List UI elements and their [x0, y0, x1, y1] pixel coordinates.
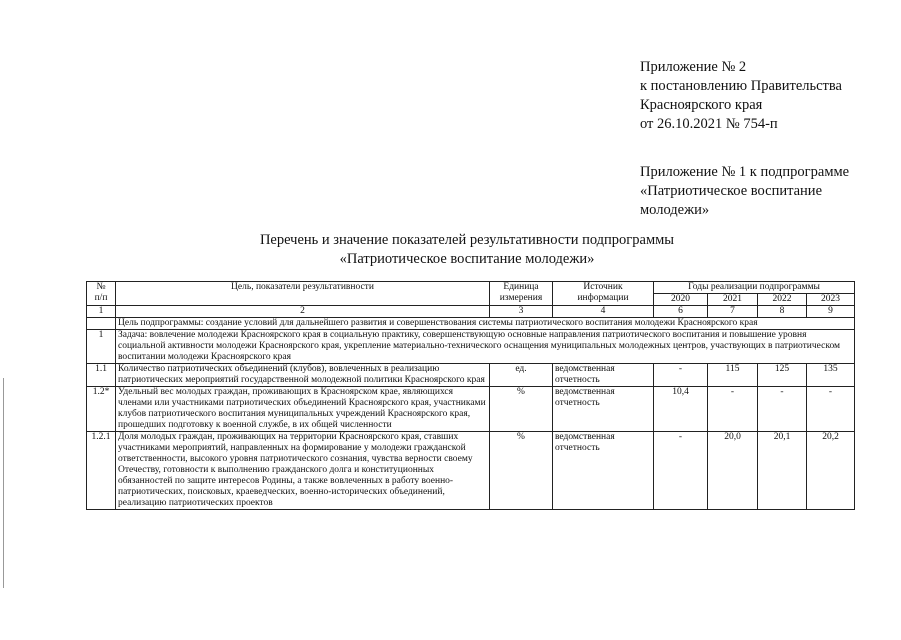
title-line: Перечень и значение показателей результативности подпрограммы [259, 232, 675, 248]
row-value: - [654, 432, 708, 510]
row-value: - [654, 364, 708, 387]
scan-margin-line [3, 378, 4, 588]
row-source: ведомственная отчетность [553, 364, 654, 387]
row-description: Доля молодых граждан, проживающих на территории Красноярского края, ставших участниками мероприятий, направленных на формирование у молодежи гражданской ответственности, высокого уровня патриотического сознания, чувства верности своему Отечеству, готовности к выполнению гражданского долга и конституционных обязанностей по защите интересов Родины, а также вовлеченных в работу военно-патриотических, поисковых, краеведческих, военно-исторических объединений, реализацию патриотических проектов [116, 432, 490, 510]
header-cell-goal: Цель, показатели результативности [116, 282, 490, 306]
appendix-header [640, 58, 880, 220]
column-number-cell: 6 [654, 306, 708, 318]
table-header-row [87, 282, 855, 294]
year-cell: 2022 [758, 294, 807, 306]
task-num: 1 [87, 330, 116, 364]
row-num: 1.2* [87, 387, 116, 432]
column-number-cell: 8 [758, 306, 807, 318]
column-number-cell: 3 [490, 306, 553, 318]
row-value: 135 [807, 364, 855, 387]
subprogram-line: «Патриотическое воспитание [640, 183, 823, 199]
row-value: 125 [758, 364, 807, 387]
column-number-cell: 4 [553, 306, 654, 318]
appendix-line: Красноярского края [640, 97, 763, 113]
row-description: Удельный вес молодых граждан, проживающих в Красноярском крае, являющихся членами или участниками патриотических объединений Красноярского края, участниками клубов патриотического воспитания муниципальных учреждений Красноярского края, прошедших подготовку к военной службе, в их общей численности [116, 387, 490, 432]
header-cell-unit: Единица измерения [490, 282, 553, 306]
column-number-cell: 9 [807, 306, 855, 318]
year-cell: 2021 [708, 294, 758, 306]
appendix-line: к постановлению Правительства [640, 78, 842, 94]
subprogram-line: молодежи» [640, 202, 710, 218]
indicators-table [86, 281, 855, 510]
document-title [90, 231, 844, 269]
row-unit: ед. [490, 364, 553, 387]
row-num: 1.2.1 [87, 432, 116, 510]
header-cell-source: Источник информации [553, 282, 654, 306]
year-cell: 2020 [654, 294, 708, 306]
column-number-cell: 1 [87, 306, 116, 318]
row-description: Количество патриотических объединений (клубов), вовлеченных в реализацию патриотических мероприятий государственной молодежной политики Красноярского края [116, 364, 490, 387]
appendix-line: от 26.10.2021 № 754-п [640, 116, 778, 132]
row-value: 20,0 [708, 432, 758, 510]
table-row [87, 364, 855, 387]
column-number-cell: 2 [116, 306, 490, 318]
year-cell: 2023 [807, 294, 855, 306]
row-unit: % [490, 432, 553, 510]
task-text: Задача: вовлечение молодежи Красноярского края в социальную практику, совершенствующую основные направления патриотического воспитания и повышение уровня социальной активности молодежи Красноярского края, укрепление материально-технического оснащения муниципальных молодежных центров, участвующих в патриотическом воспитании молодежи Красноярского края [116, 330, 855, 364]
table-row [87, 432, 855, 510]
row-value: 115 [708, 364, 758, 387]
appendix-line: Приложение № 2 [640, 59, 747, 75]
task-row [87, 330, 855, 364]
row-value: - [807, 387, 855, 432]
title-line: «Патриотическое воспитание молодежи» [339, 251, 595, 267]
column-number-row [87, 306, 855, 318]
row-unit: % [490, 387, 553, 432]
row-value: 20,2 [807, 432, 855, 510]
header-cell-num: № п/п [87, 282, 116, 306]
table-row [87, 387, 855, 432]
row-num: 1.1 [87, 364, 116, 387]
row-value: 10,4 [654, 387, 708, 432]
goal-text: Цель подпрограммы: создание условий для дальнейшего развития и совершенствования системы патриотического воспитания молодежи Красноярского края [116, 318, 855, 330]
subprogram-line: Приложение № 1 к подпрограмме [640, 164, 850, 180]
column-number-cell: 7 [708, 306, 758, 318]
row-source: ведомственная отчетность [553, 432, 654, 510]
header-cell-years: Годы реализации подпрограммы [654, 282, 855, 294]
row-value: - [708, 387, 758, 432]
row-value: - [758, 387, 807, 432]
row-source: ведомственная отчетность [553, 387, 654, 432]
goal-row [87, 318, 855, 330]
row-value: 20,1 [758, 432, 807, 510]
